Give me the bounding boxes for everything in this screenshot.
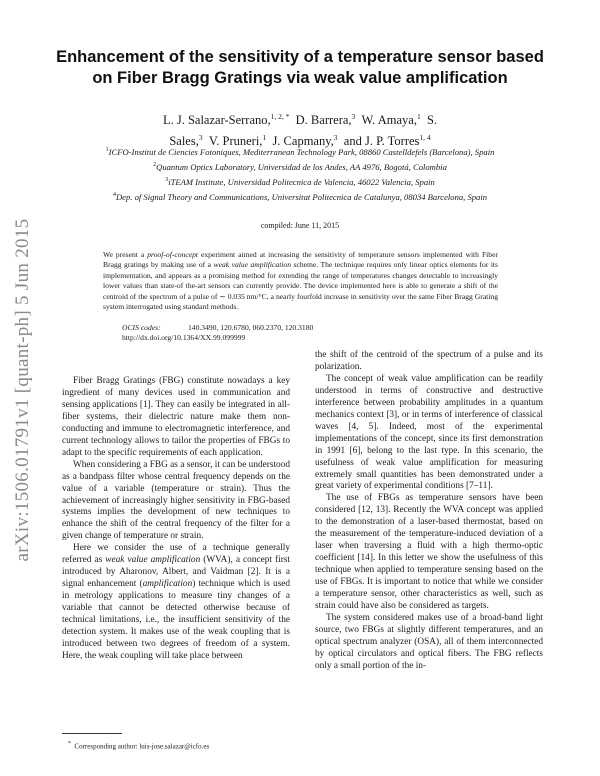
author-affil-mark: 3	[351, 112, 356, 121]
arxiv-stamp-text: arXiv:1506.01791v1 [quant-ph] 5 Jun 2015	[12, 218, 33, 562]
corresponding-author-email: Corresponding author: luis-jose.salazar@icfo.es	[74, 742, 210, 751]
affiliation: $^2$Quantum Optics Laboratory, Universidad de los Andes, AA 4976, Bogotá, Colombia	[153, 161, 447, 172]
right-column	[315, 350, 543, 673]
body-paragraph: The concept of weak value amplification can be readily understood in terms of constructive and destructive interference between probability amplitudes in a quantum mechanics context [3], or in terms of interference of classical waves [4, 5]. Indeed, most of the experimental implementations of the concept, since its first demonstration in 1991 [6], belong to the last type. In this scenario, the usefulness of weak value amplification for measuring extremely small quantities has been demonstrated under a great variety of experimental conditions [7–11].	[315, 373, 543, 492]
left-column	[62, 376, 290, 663]
author-affil-mark: 3	[333, 133, 338, 143]
doi-link[interactable]: http://dx.doi.org/10.1364/XX.99.099999	[122, 333, 246, 343]
body-paragraph: The use of FBGs as temperature sensors have been considered [12, 13]. Recently the WVA concept was applied to the demonstration of a laser-based thermostat, based on the measurement of the temperature-induced deviation of a laser when traversing a fluid with a high thermo-optic coefficient [14]. In this letter we show the usefulness of this technique when applied to temperature sensing based on the use of FBGs. It is important to notice that while we consider a temperature sensor, other characteristics as well, such as strain could have also be considered as targets.	[315, 493, 543, 612]
author-name: L. J. Salazar-Serrano,	[162, 113, 271, 128]
abstract: We present a proof-of-concept experiment aimed at increasing the sensitivity of temperature sensors implemented with Fiber Bragg gratings by making use of a weak value amplification scheme. The technique requires only linear optics elements for its implementation, and appears as a promising method for extending the range of temperatures changes detectable to increasingly lower values than state-of the-art sensors can currently provide. The device implemented here is able to generate a shift of the centroid of the spectrum of a pulse of ∼ 0.035 nm/°C, a nearly fourfold increase in sensitivity over the same Fiber Bragg Grating system interrogated using standard methods.	[103, 250, 498, 312]
footnote: * Corresponding author: luis-jose.salazar@icfo.es	[68, 741, 210, 751]
author-name: Sales,	[169, 134, 199, 149]
author-affil-mark: 1	[416, 112, 421, 121]
ocis-block	[122, 323, 313, 344]
body-paragraph: Here we consider the use of a technique generally referred as weak value amplification (WVA), a concept first introduced by Aharonov, Albert, and Vaidman [2]. It is a signal enhancement (amplification) technique which is used in metrology applications to measure tiny changes of a variable that cannot be detected otherwise because of technical limitations, i.e., the insufficient sensitivity of the detection system. It makes use of the weak coupling that is introduced between two degrees of freedom of a system. Here, the weak coupling will take place between	[62, 543, 290, 661]
author-affil-mark: 1, 2, *	[270, 112, 290, 121]
body-paragraph: the shift of the centroid of the spectrum of a pulse and its polarization.	[315, 350, 543, 372]
ocis-label: OCIS codes:	[122, 323, 161, 332]
body-paragraph: Fiber Bragg Gratings (FBG) constitute nowadays a key ingredient of many devices used in communication and sensing applications [1]. They can easily be integrated in all-fiber systems, their dielectric nature make them non-conducting and immune to electromagnetic interference, and current technology allows to tailor the properties of FBGs to adapt to the specific requirements of each application.	[62, 376, 290, 458]
arxiv-stamp	[8, 190, 38, 590]
author-name: V. Pruneri,	[208, 134, 263, 149]
author-name: J. Capmany,	[272, 134, 334, 149]
ocis-codes: 140.3490, 120.6780, 060.2370, 120.3180	[188, 323, 314, 332]
affiliation-list	[60, 144, 540, 203]
author-name: W. Amaya,	[361, 113, 417, 128]
author-affil-mark: 1	[262, 133, 267, 143]
compiled-date: compiled: June 11, 2015	[260, 221, 340, 230]
author-name: and J. P. Torres	[343, 134, 420, 149]
body-paragraph: When considering a FBG as a sensor, it can be understood as a bandpass filter whose central frequency depends on the value of a variable (temperature or strain). Thus the achievement of increasingly higher sensitivity in FBG-based systems implies the development of new techniques to enhance the shift of the central frequency of the filter for a given change of temperature or strain.	[62, 459, 290, 542]
author-name: D. Barrera,	[295, 113, 352, 128]
body-paragraph: The system considered makes use of a broad-band light source, two FBGs at slightly different temperatures, and an optical spectrum analyzer (OSA), all of them interconnected by optical circulators and optical fibers. The FBG reflects only a small portion of the in-	[315, 612, 543, 671]
affiliation: $^1$ICFO-Institut de Ciencies Fotoniques, Mediterranean Technology Park, 08860 Castelldefels (Barcelona), Spain	[105, 146, 495, 157]
author-affil-mark: 1, 4	[419, 133, 431, 143]
author-name: S.	[426, 113, 438, 128]
affiliation: $^3$iTEAM Institute, Universidad Politecnica de Valencia, 46022 Valencia, Spain	[165, 176, 435, 187]
footnote-rule	[62, 733, 122, 734]
author-affil-mark: 3	[198, 133, 203, 143]
affiliation: $^4$Dep. of Signal Theory and Communications, Universitat Politecnica de Catalunya, 08034 Barcelona, Spain	[112, 191, 488, 202]
paper-title: Enhancement of the sensitivity of a temperature sensor based on Fiber Bragg Gratings via weak value amplification	[56, 48, 544, 87]
